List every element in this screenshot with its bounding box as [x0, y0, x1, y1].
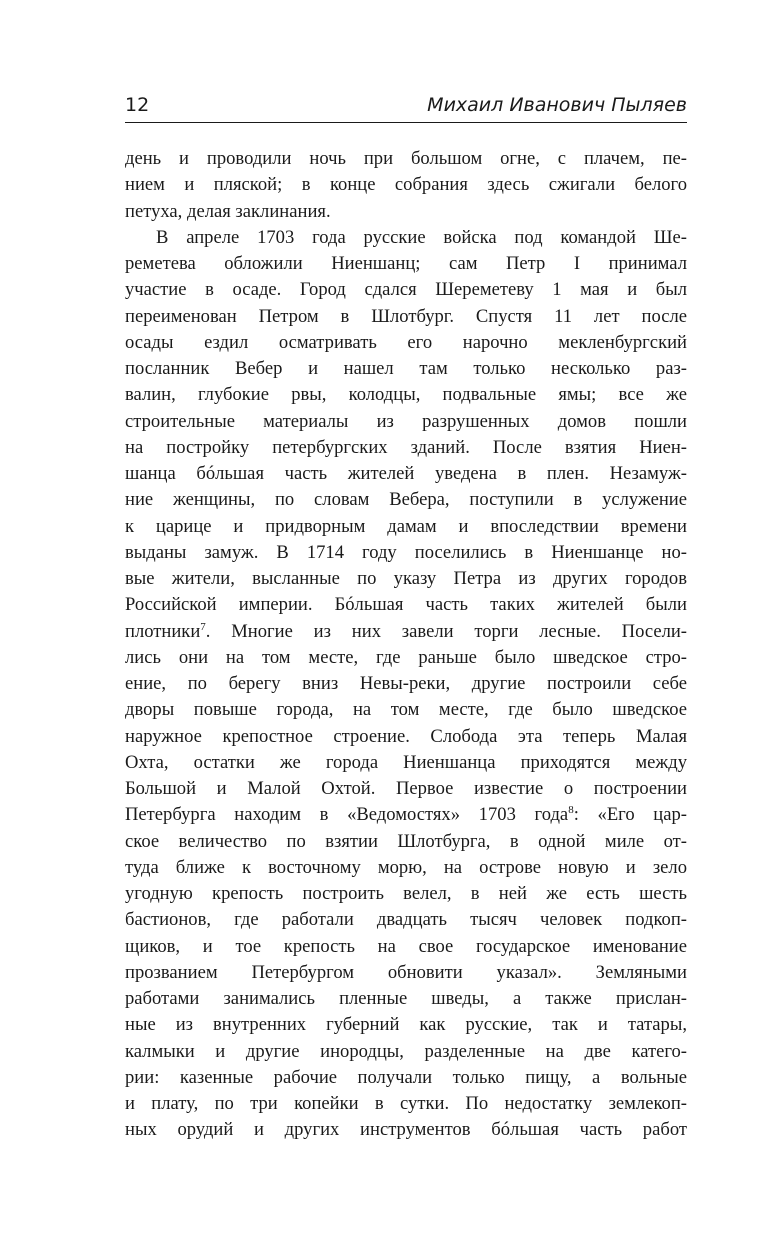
text-line: щиков, и тое крепость на свое государское именование	[125, 935, 687, 957]
text-line: ние женщины, по словам Вебера, поступили в услужение	[125, 489, 687, 511]
text-line: и плату, по три копейки в сутки. По недостатку землекоп-	[125, 1093, 687, 1114]
text-fragment: плотники	[125, 620, 201, 642]
text-line: работами занимались пленные шведы, а также прислан-	[125, 988, 687, 1009]
text-line: дворы повыше города, на том месте, где было шведское	[125, 699, 687, 721]
text-line: лись они на том месте, где раньше было шведское стро-	[125, 646, 687, 668]
text-line: калмыки и другие инородцы, разделенные на две катего-	[125, 1040, 687, 1062]
text-line: Большой и Малой Охтой. Первое известие о построении	[125, 778, 687, 799]
text-line: Российской империи. Бóльшая часть таких жителей были	[125, 594, 687, 616]
text-fragment: . Многие из них завели торги лесные. Посели-	[205, 620, 687, 642]
text-line: к царице и придворным дамам и впоследствии времени	[125, 515, 687, 537]
text-line: осады ездил осматривать его нарочно мекленбургский	[125, 331, 687, 353]
text-line: петуха, делая заклинания.	[125, 200, 331, 222]
text-line: шанца бóльшая часть жителей уведена в плен. Незамуж-	[125, 463, 687, 484]
text-line: выданы замуж. В 1714 году поселились в Ниеншанце но-	[125, 541, 687, 563]
text-line: ение, по берегу вниз Невы-реки, другие построили себе	[125, 673, 687, 694]
page-header	[125, 86, 687, 123]
text-line: валин, глубокие рвы, колодцы, подвальные ямы; все же	[125, 384, 687, 406]
text-line: ных орудий и других инструментов бóльшая часть работ	[125, 1119, 687, 1141]
footnote-marker: 7	[200, 620, 206, 633]
body-text	[125, 146, 687, 1144]
text-line: вые жители, высланные по указу Петра из других городов	[125, 568, 687, 589]
text-line: переименован Петром в Шлотбург. Спустя 11 лет после	[125, 305, 687, 327]
text-line: угодную крепость построить велел, в ней же есть шесть	[125, 883, 687, 904]
text-line: прозванием Петербургом обновити указал». Земляными	[125, 961, 687, 983]
text-line: рии: казенные рабочие получали только пищу, а вольные	[125, 1066, 687, 1088]
footnote-marker: 8	[568, 804, 574, 817]
text-line: бастионов, где работали двадцать тысяч человек подкоп-	[125, 909, 687, 931]
page-number: 12	[125, 94, 150, 116]
text-line: туда ближе к восточному морю, на острове новую и зело	[125, 856, 687, 878]
text-line: посланник Вебер и нашел там только несколько раз-	[125, 358, 687, 379]
text-line: на постройку петербургских зданий. После взятия Ниен-	[125, 436, 687, 458]
text-fragment: : «Его цар-	[573, 804, 687, 826]
text-line: строительные материалы из разрушенных домов пошли	[125, 410, 687, 432]
text-fragment: Петербурга находим в «Ведомостях» 1703 года	[125, 804, 569, 826]
text-line: наружное крепостное строение. Слобода эта теперь Малая	[125, 725, 687, 747]
text-line-with-footnote	[125, 619, 687, 645]
text-line: В апреле 1703 года русские войска под командой Ше-	[156, 226, 687, 248]
text-line: день и проводили ночь при большом огне, с плачем, пе-	[125, 148, 687, 169]
running-head-author: Михаил Иванович Пыляев	[427, 94, 687, 116]
text-line: ское величество по взятии Шлотбурга, в одной миле от-	[125, 830, 687, 852]
text-line: участие в осаде. Город сдался Шереметеву 1 мая и был	[125, 279, 687, 301]
text-line: ные из внутренних губерний как русские, так и татары,	[125, 1014, 687, 1036]
text-line-with-footnote	[125, 802, 687, 828]
text-line: нием и пляской; в конце собрания здесь сжигали белого	[125, 174, 687, 196]
text-line: Охта, остатки же города Ниеншанца приходятся между	[125, 751, 687, 773]
text-line: реметева обложили Ниеншанц; сам Петр I принимал	[125, 253, 687, 274]
